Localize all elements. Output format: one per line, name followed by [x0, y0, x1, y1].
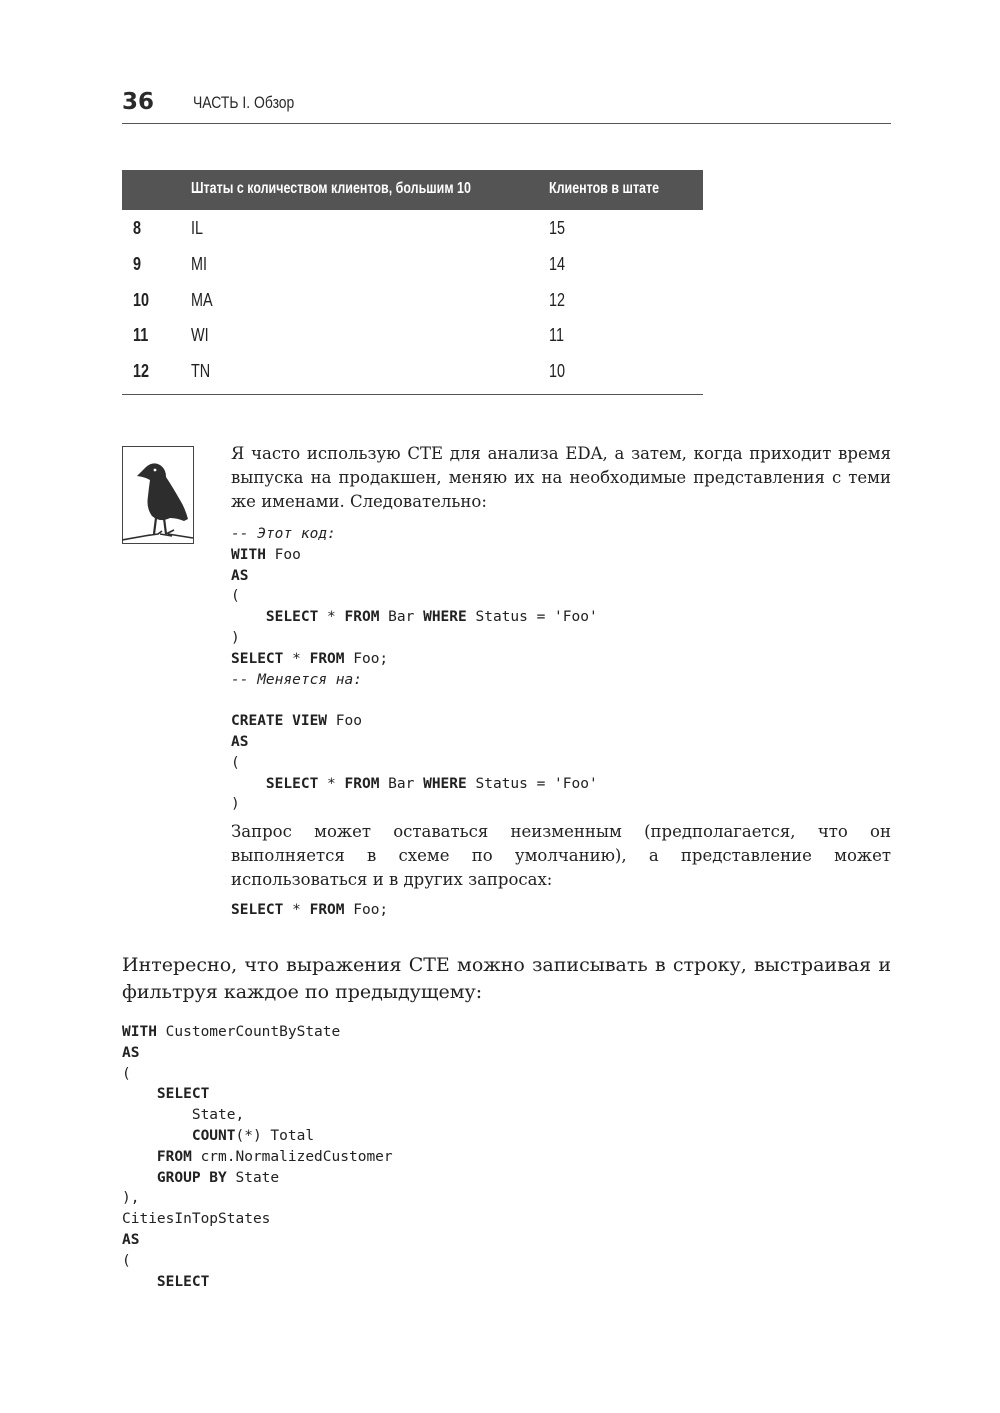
code-indent [122, 1107, 192, 1123]
code-text: * [318, 775, 345, 792]
code-keyword: SELECT [265, 775, 319, 792]
note-paragraph: Я часто использую CTE для анализа EDA, а затем, когда приходит время выпуска на продакшен, меняю их на необходимые представления с теми же именами. Следовательно: [231, 444, 891, 511]
row-index: 8 [133, 218, 142, 238]
code-keyword: FROM [309, 902, 345, 919]
row-index: 10 [133, 290, 150, 310]
code-keyword: WITH [231, 546, 266, 563]
code-text: * [318, 609, 345, 626]
code-keyword: AS [231, 567, 249, 584]
code-text: Foo; [344, 650, 389, 667]
code-comment: -- Меняется на: [231, 671, 362, 688]
code-keyword: WHERE [423, 609, 467, 626]
row-index: 9 [133, 254, 142, 274]
running-head: ЧАСТЬ I. Обзор [193, 93, 295, 112]
code-indent [231, 609, 266, 625]
code-text: * [283, 902, 310, 919]
code-text: * [283, 650, 310, 667]
code-text: Status = 'Foo' [466, 775, 598, 792]
code-text: CitiesInTopStates [122, 1211, 271, 1228]
row-state: TN [191, 361, 211, 381]
table-row [122, 283, 703, 319]
code-keyword: FROM [344, 609, 380, 626]
code-indent [122, 1128, 192, 1144]
code-text: Bar [379, 609, 424, 626]
code-keyword: SELECT [231, 650, 284, 667]
code-text: ) [231, 629, 240, 646]
code-keyword: SELECT [156, 1086, 210, 1103]
code-text: crm.NormalizedCustomer [191, 1148, 393, 1165]
code-keyword: COUNT [191, 1127, 236, 1144]
row-state: MI [191, 254, 207, 274]
code-text: State [226, 1169, 280, 1186]
row-count: 15 [549, 218, 566, 238]
table-header [122, 170, 703, 210]
code-keyword: CREATE VIEW [231, 713, 328, 730]
code-text: ( [122, 1065, 131, 1082]
code-text: ( [231, 588, 240, 605]
code-text: ), [122, 1190, 140, 1207]
code-text: Foo [265, 546, 301, 563]
page-number: 36 [122, 89, 155, 115]
code-text: Status = 'Foo' [466, 609, 598, 626]
code-block [231, 900, 891, 921]
row-index: 12 [133, 361, 150, 381]
row-count: 12 [549, 290, 566, 310]
code-keyword: AS [122, 1044, 140, 1061]
code-text: Foo [327, 713, 362, 730]
code-block [231, 524, 891, 815]
page-header [122, 86, 891, 124]
code-keyword: WITH [122, 1024, 157, 1040]
code-text: Foo; [344, 902, 389, 919]
code-text: (*) Total [235, 1127, 315, 1144]
code-indent [122, 1170, 157, 1186]
code-text: ( [122, 1252, 131, 1269]
code-keyword: SELECT [156, 1273, 210, 1290]
code-keyword: SELECT [231, 902, 284, 919]
table-row [122, 211, 703, 247]
code-keyword: WHERE [423, 775, 467, 792]
code-text: ) [231, 796, 240, 813]
code-keyword: FROM [309, 650, 345, 667]
table-row [122, 354, 703, 390]
code-indent [122, 1149, 157, 1165]
code-comment: -- Этот код: [231, 526, 336, 542]
note-paragraph: Запрос может оставаться неизменным (предполагается, что он выполняется в схеме по умолчанию), а представление может использоваться и в других запросах: [231, 822, 891, 890]
body-paragraph: Интересно, что выражения CTE можно записывать в строку, выстраивая и фильтруя каждое по предыдущему: [122, 954, 891, 1003]
code-text: CustomerCountByState [156, 1024, 341, 1040]
states-table [122, 170, 703, 395]
table-row [122, 247, 703, 283]
code-keyword: FROM [156, 1148, 192, 1165]
row-count: 11 [549, 325, 564, 345]
code-indent [122, 1274, 157, 1290]
table-row [122, 318, 703, 354]
raven-bird-icon [122, 446, 194, 544]
table-header-states: Штаты с количеством клиентов, большим 10 [191, 180, 471, 197]
row-state: MA [191, 290, 213, 310]
code-indent [122, 1086, 157, 1102]
row-count: 14 [549, 254, 566, 274]
row-state: WI [191, 325, 209, 345]
code-keyword: AS [122, 1231, 140, 1248]
code-block [122, 1022, 393, 1292]
row-state: IL [191, 218, 204, 238]
table-header-count: Клиентов в штате [549, 180, 660, 197]
code-keyword: FROM [344, 775, 380, 792]
note-box [231, 442, 891, 921]
code-text: State, [191, 1107, 245, 1124]
code-keyword: SELECT [265, 609, 319, 626]
code-keyword: GROUP BY [156, 1169, 227, 1186]
code-text: ( [231, 754, 240, 771]
row-index: 11 [133, 325, 149, 345]
row-count: 10 [549, 361, 566, 381]
code-indent [231, 776, 266, 792]
code-keyword: AS [231, 733, 249, 750]
code-text: Bar [379, 775, 424, 792]
